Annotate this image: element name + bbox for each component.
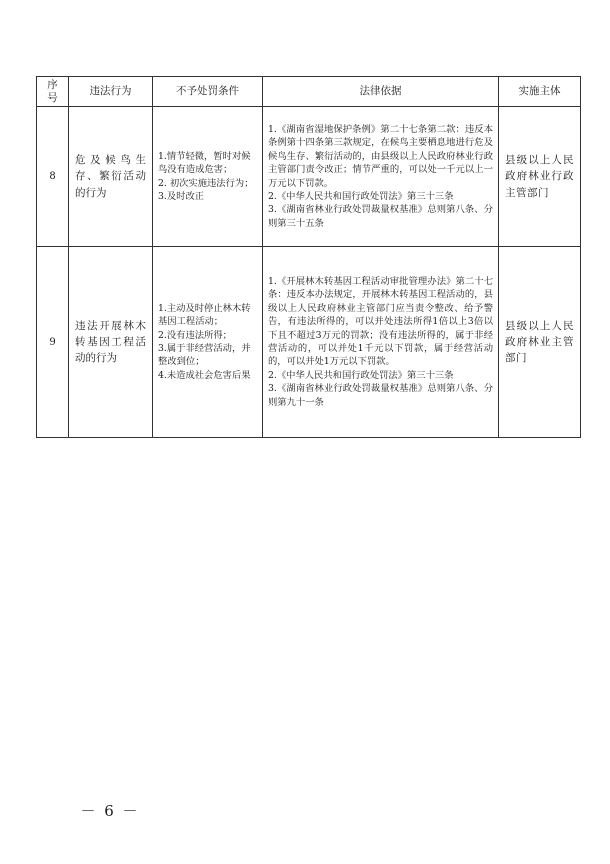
law-item: 1.《湖南省湿地保护条例》第二十七条第二款：违反本条例第十四条第三款规定，在候鸟主要栖息地进行危及候鸟生存、繁衍活动的，由县级以上人民政府林业行政主管部门责令改正；情节严重的，可以处一千元以上一万元以下罚款。	[268, 123, 493, 189]
condition-item: 2. 初次实施违法行为；	[158, 177, 254, 189]
condition-item: 1.主动及时停止林木转基因工程活动；	[158, 302, 251, 328]
condition-item: 1.情节轻微，暂时对候鸟没有造成危害；	[158, 150, 251, 176]
table-header-row	[37, 77, 581, 107]
law-item: 2.《中华人民共和国行政处罚法》第三十三条	[268, 190, 454, 202]
law-item: 3.《湖南省林业行政处罚裁量权基准》总则第八条、分则第三十五条	[268, 204, 493, 229]
regulation-table	[36, 76, 581, 438]
row-action: 违法开展林木转基因工程活动的行为	[69, 247, 153, 438]
law-item: 3.《湖南省林业行政处罚裁量权基准》总则第八条、分则第九十一条	[268, 383, 493, 408]
header-law: 法律依据	[263, 77, 499, 107]
header-seq: 序号	[37, 77, 69, 107]
condition-item: 4.未造成社会危害后果	[158, 369, 251, 381]
row-subject: 县级以上人民政府林业主管部门	[499, 247, 581, 438]
page-number: － 6 －	[80, 802, 140, 820]
header-action: 违法行为	[69, 77, 153, 107]
row-seq: 8	[37, 107, 69, 247]
condition-item: 3.属于非经营活动，并整改到位；	[158, 343, 251, 368]
row-conditions	[153, 107, 263, 247]
condition-item: 3.及时改正	[158, 190, 205, 202]
header-condition: 不予处罚条件	[153, 77, 263, 107]
row-action: 危及候鸟生存、繁衍活动的行为	[69, 107, 153, 247]
table-row	[37, 107, 581, 247]
row-seq: 9	[37, 247, 69, 438]
law-item: 2.《中华人民共和国行政处罚法》第三十三条	[268, 369, 454, 381]
header-subject: 实施主体	[499, 77, 581, 107]
condition-item: 2.没有违法所得；	[158, 329, 232, 341]
row-subject: 县级以上人民政府林业行政主管部门	[499, 107, 581, 247]
row-laws	[263, 107, 499, 247]
law-item: 1.《开展林木转基因工程活动审批管理办法》第二十七条：违反本办法规定，开展林木转基因工程活动的，县级以上人民政府林业主管部门应当责令整改、给予警告，有违法所得的，可以并处违法所得1倍以上3倍以下且不超过3万元的罚款；没有违法所得的，属于非经营活动的，可以并处1千元以下罚款，属于经营活动的，可以并处1万元以下罚款。	[268, 275, 493, 368]
row-laws	[263, 247, 499, 438]
table-row	[37, 247, 581, 438]
row-conditions	[153, 247, 263, 438]
